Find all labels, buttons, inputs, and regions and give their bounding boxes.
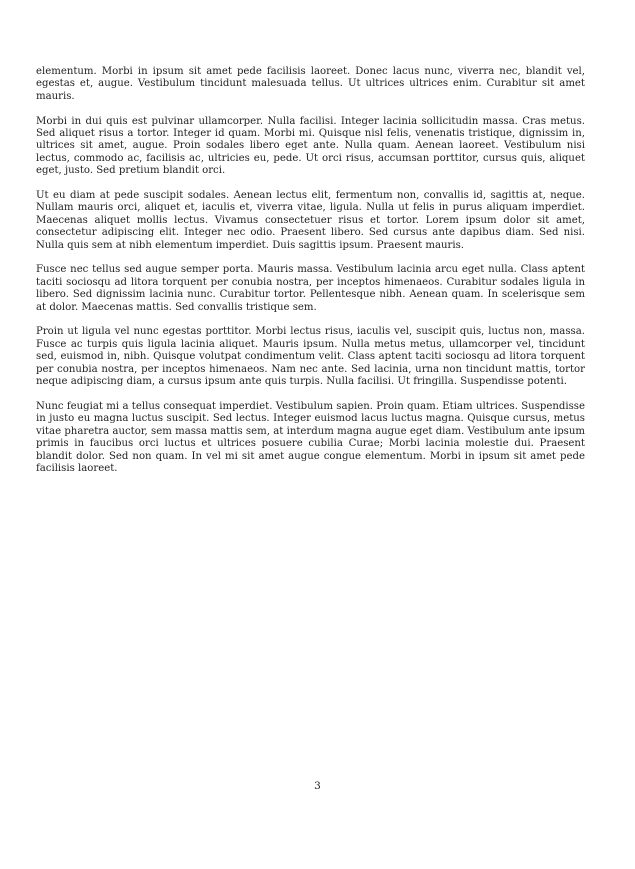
paragraph-6: Nunc feugiat mi a tellus consequat imperdiet. Vestibulum sapien. Proin quam. Etiam ultrices. Suspendisse in justo eu magna luctus suscipit. Sed lectus. Integer euismod lacus luctus magna. Quisque cursus, metus vitae pharetra auctor, sem massa mattis sem, at interdum magna augue eget diam. Vestibulum ante ipsum primis in faucibus orci luctus et ultrices posuere cubilia Curae; Morbi lacinia molestie dui. Praesent blandit dolor. Sed non quam. In vel mi sit amet augue congue elementum. Morbi in ipsum sit amet pede facilisis laoreet. (36, 400, 585, 474)
paragraph-1: elementum. Morbi in ipsum sit amet pede facilisis laoreet. Donec lacus nunc, viverra nec, blandit vel, egestas et, augue. Vestibulum tincidunt malesuada tellus. Ut ultrices ultrices enim. Curabitur sit amet mauris. (36, 66, 585, 102)
paragraph-5: Proin ut ligula vel nunc egestas porttitor. Morbi lectus risus, iaculis vel, suscipit quis, luctus non, massa. Fusce ac turpis quis ligula lacinia aliquet. Mauris ipsum. Nulla metus metus, ullamcorper vel, tincidunt sed, euismod in, nibh. Quisque volutpat condimentum velit. Class aptent taciti sociosqu ad litora torquent per conubia nostra, per inceptos himenaeos. Nam nec ante. Sed lacinia, urna non tincidunt mattis, tortor neque adipiscing diam, a cursus ipsum ante quis turpis. Nulla facilisi. Ut fringilla. Suspendisse potenti. (36, 326, 585, 388)
paragraph-4: Fusce nec tellus sed augue semper porta. Mauris massa. Vestibulum lacinia arcu eget nulla. Class aptent taciti sociosqu ad litora torquent per conubia nostra, per inceptos himenaeos. Curabitur sodales ligula in libero. Sed dignissim lacinia nunc. Curabitur tortor. Pellentesque nibh. Aenean quam. In scelerisque sem at dolor. Maecenas mattis. Sed convallis tristique sem. (36, 264, 585, 313)
page-number: 3 (314, 780, 321, 792)
paragraph-2: Morbi in dui quis est pulvinar ullamcorper. Nulla facilisi. Integer lacinia sollicitudin massa. Cras metus. Sed aliquet risus a tortor. Integer id quam. Morbi mi. Quisque nisl felis, venenatis tristique, dignissim in, ultrices sit amet, augue. Proin sodales libero eget ante. Nulla quam. Aenean laoreet. Vestibulum nisi lectus, commodo ac, facilisis ac, ultricies eu, pede. Ut orci risus, accumsan porttitor, cursus quis, aliquet eget, justo. Sed pretium blandit orci. (36, 115, 585, 177)
paragraph-3: Ut eu diam at pede suscipit sodales. Aenean lectus elit, fermentum non, convallis id, sagittis at, neque. Nullam mauris orci, aliquet et, iaculis et, viverra vitae, ligula. Nulla ut felis in purus aliquam imperdiet. Maecenas aliquet mollis lectus. Vivamus consectetuer risus et tortor. Lorem ipsum dolor sit amet, consectetur adipiscing elit. Integer nec odio. Praesent libero. Sed cursus ante dapibus diam. Sed nisi. Nulla quis sem at nibh elementum imperdiet. Duis sagittis ipsum. Praesent mauris. (36, 190, 585, 251)
body-text (36, 66, 585, 488)
